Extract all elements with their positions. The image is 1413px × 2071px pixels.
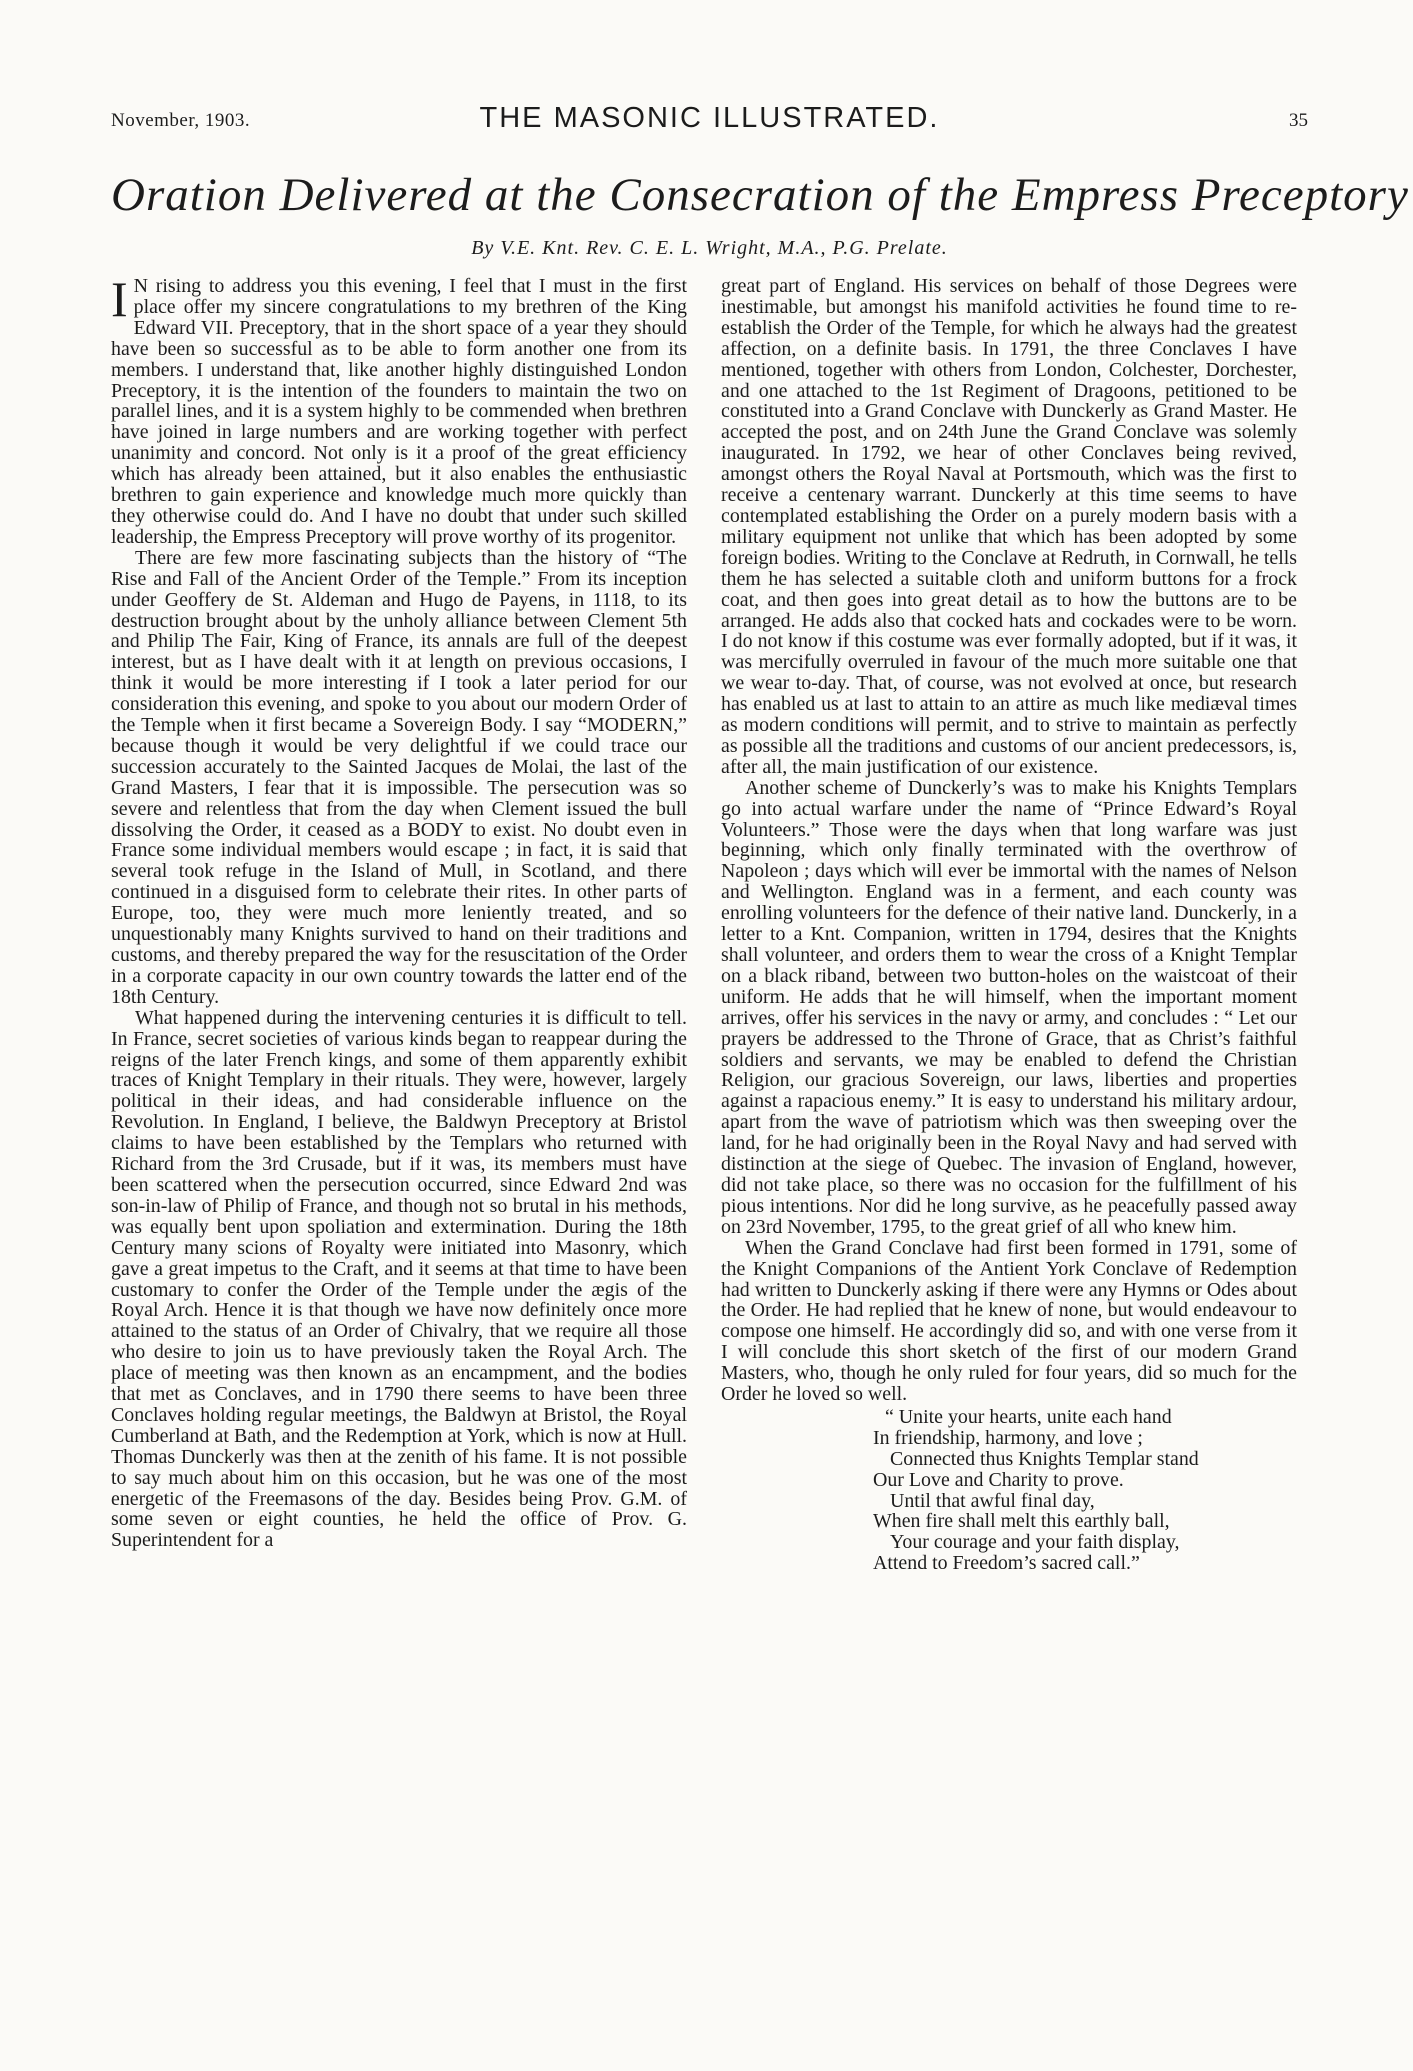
article-byline: By V.E. Knt. Rev. C. E. L. Wright, M.A., P.G. Prelate. [471,237,948,259]
article-title: Oration Delivered at the Consecration of the Empress Preceptory [111,169,1409,221]
poem-line: “ Unite your hearts, unite each hand [885,1405,1172,1428]
poem-line: Our Love and Charity to prove. [873,1468,1124,1491]
hymn-verse [721,1407,1297,1574]
poem-line: Attend to Freedom’s sacred call.” [873,1552,1140,1575]
paragraph-1 [111,271,687,548]
paragraph-4: Another scheme of Dunckerly’s was to make his Knights Templars go into actual warfare under the name of “Prince Edward’s Royal Volunteers.” Those were the days when that long warfare was just beginning, which only finally terminated with the overthrow of Napoleon ; days which will ever be immortal with the names of Nelson and Wellington. England was in a ferment, and each county was enrolling volunteers for the defence of their native land. Dunckerly, in a letter to a Knt. Companion, written in 1794, desires that the Knights shall volunteer, and orders them to wear the cross of a Knight Templar on a black riband, between two button-holes on the waistcoat of their uniform. He adds that he will himself, when the important moment arrives, offer his services in the navy or army, and concludes : “ Let our prayers be addressed to the Throne of Grace, that as Christ’s faithful soldiers and servants, we may be enabled to defend the Christian Religion, our gracious Sovereign, our laws, liberties and properties against a rapacious enemy.” It is easy to understand his military ardour, apart from the wave of patriotism which was then sweeping over the land, for he had originally been in the Royal Navy and had served with distinction at the siege of Quebec. The invasion of England, however, did not take place, so there was no occasion for the fulfillment of his pious intentions. Nor did he long survive, as he peacefully passed away on 23rd November, 1795, to the great grief of all who knew him. [721,776,1297,1238]
text-column-right [721,276,1297,1574]
paragraph-2: There are few more fascinating subjects than the history of “The Rise and Fall of the Ancient Order of the Temple.” From its inception under Geoffery de St. Aldeman and Hugo de Payens, in 1118, to its destruction brought about by the unholy alliance between Clement 5th and Philip The Fair, King of France, its annals are full of the deepest interest, but as I have dealt with it at length on previous occasions, I think it would be more interesting if I took a later period for our consideration this evening, and spoke to you about our modern Order of the Temple when it first became a Sovereign Body. I say “MODERN,” because though it would be very delightful if we could trace our succession accurately to the Sainted Jacques de Molai, the last of the Grand Masters, I fear that it is impossible. The persecution was so severe and relentless that from the day when Clement issued the bull dissolving the Order, it ceased as a BODY to exist. No doubt even in France some individual members would escape ; in fact, it is said that several took refuge in the Island of Mull, in Scotland, and there continued in a disguised form to celebrate their rites. In other parts of Europe, too, they were much more leniently treated, and so unquestionably many Knights survived to hand on their traditions and customs, and thereby prepared the way for the resuscitation of the Order in a corporate capacity in our own country towards the latter end of the 18th Century. [111,546,687,1008]
poem-line: In friendship, harmony, and love ; [873,1426,1143,1449]
drop-cap: I [111,271,128,327]
paragraph-3: What happened during the intervening centuries it is difficult to tell. In France, secret societies of various kinds began to reappear during the reigns of the later French kings, and some of them apparently exhibit traces of Knight Templary in their rituals. They were, however, largely political in their ideas, and had considerable influence on the Revolution. In England, I believe, the Baldwyn Preceptory at Bristol claims to have been established by the Templars who returned with Richard from the 3rd Crusade, but if it was, its members must have been scattered when the persecution occurred, since Edward 2nd was son-in-law of Philip of France, and though not so brutal in his methods, was equally bent upon spoliation and extermination. During the 18th Century many scions of Royalty were initiated into Masonry, which gave a great impetus to the Craft, and it seems at that time to have been customary to confer the Order of the Temple under the ægis of the Royal Arch. Hence it is that though we have now definitely once more attained to the status of an Order of Chivalry, that we require all those who desire to join us to have previously taken the Royal Arch. The place of meeting was then known as an encampment, and the bodies that met as Conclaves, and in 1790 there seems to have been three Conclaves holding regular meetings, the Baldwyn at Bristol, the Royal Cumberland at Bath, and the Redemption at York, which is now at Hull. Thomas Dunckerly was then at the zenith of his fame. It is not possible to say much about him on this occasion, but he was one of the most energetic of the Freemasons of the day. Besides being Prov. G.M. of some seven or eight counties, he held the office of Prov. G. Superintendent for a [111,1006,687,1552]
page-number: 35 [1289,110,1308,131]
text-column-left [111,271,687,1552]
paragraph-1-text: N rising to address you this evening, I feel that I must in the first place offer my sincere congratulations to my brethren of the King Edward VII. Preceptory, that in the short space of a year they should have been so successful as to be able to form another one from its members. I understand that, like another highly distinguished London Preceptory, it is the intention of the founders to maintain the two on parallel lines, and it is a system highly to be commended when brethren have joined in large numbers and are working together with perfect unanimity and concord. Not only is it a proof of the great efficiency which has already been attained, but it also enables the enthusiastic brethren to gain experience and knowledge much more quickly than they otherwise could do. And I have no doubt that under such skilled leadership, the Empress Preceptory will prove worthy of its progenitor. [111,275,687,548]
publication-title: THE MASONIC ILLUSTRATED. [479,102,940,134]
poem-line: Connected thus Knights Templar stand [890,1447,1199,1470]
poem-line: When fire shall melt this earthly ball, [873,1510,1170,1533]
paragraph-3-continued: great part of England. His services on behalf of those Degrees were inestimable, but amongst his manifold activities he found time to re-establish the Order of the Temple, for which he always had the greatest affection, on a definite basis. In 1791, the three Conclaves I have mentioned, together with others from London, Colchester, Dorchester, and one attached to the 1st Regiment of Dragoons, petitioned to be constituted into a Grand Conclave with Dunckerly as Grand Master. He accepted the post, and on 24th June the Grand Conclave was solemly inaugurated. In 1792, we hear of other Conclaves being revived, amongst others the Royal Naval at Portsmouth, which was the first to receive a centenary warrant. Dunckerly at this time seems to have contemplated establishing the Order on a purely modern basis with a military equipment not unlike that which has been adopted by some foreign bodies. Writing to the Conclave at Redruth, in Cornwall, he tells them he has selected a suitable cloth and uniform buttons for a frock coat, and then goes into great detail as to how the buttons are to be arranged. He adds also that cocked hats and cockades were to be worn. I do not know if this costume was ever formally adopted, but if it was, it was mercifully overruled in favour of the much more suitable one that we wear to-day. That, of course, was not evolved at once, but research has enabled us at last to attain to an attire as much like mediæval times as modern conditions will permit, and to strive to maintain as perfectly as possible all the traditions and customs of our ancient predecessors, is, after all, the main justification of our existence. [721,275,1297,778]
poem-line: Your courage and your faith display, [890,1531,1180,1554]
issue-date: November, 1903. [111,110,251,131]
paragraph-5: When the Grand Conclave had first been formed in 1791, some of the Knight Companions of the Antient York Conclave of Redemption had written to Dunckerly asking if there were any Hymns or Odes about the Order. He had replied that he knew of none, but would endeavour to compose one himself. He accordingly did so, and with one verse from it I will conclude this short sketch of the first of our modern Grand Masters, who, though he only ruled for four years, did so much for the Order he loved so well. [721,1236,1297,1406]
poem-line: Until that awful final day, [890,1489,1095,1512]
running-head [111,100,1308,140]
